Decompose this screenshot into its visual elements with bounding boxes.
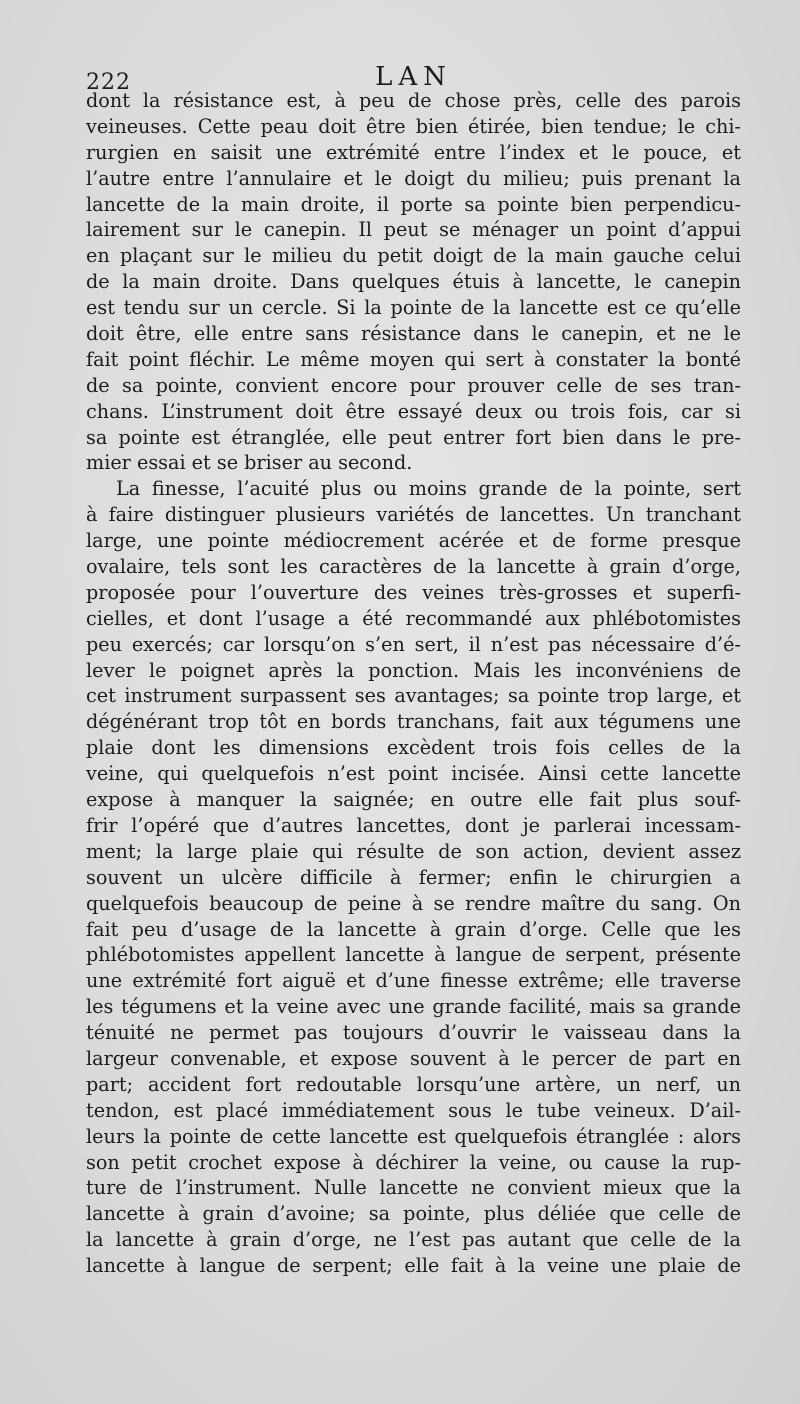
text-line: lancette de la main droite, il porte sa pointe bien perpendicu- [86, 192, 741, 216]
text-line: ture de l’instrument. Nulle lancette ne convient mieux que la [86, 1176, 741, 1200]
text-line: fait peu d’usage de la lancette à grain d’orge. Celle que les [86, 917, 741, 941]
text-line: ovalaire, tels sont les caractères de la lancette à grain d’orge, [86, 555, 741, 579]
text-line: les tégumens et la veine avec une grande facilité, mais sa grande [86, 995, 741, 1019]
text-line: lairement sur le canepin. Il peut se ménager un point d’appui [86, 218, 741, 242]
text-line: ment; la large plaie qui résulte de son action, devient assez [86, 839, 741, 863]
text-line: lancette à grain d’avoine; sa pointe, plus déliée que celle de [86, 1202, 741, 1226]
text-line: large, une pointe médiocrement acérée et de forme presque [86, 529, 741, 553]
text-line: son petit crochet expose à déchirer la veine, ou cause la rup- [86, 1150, 741, 1174]
text-line: cielles, et dont l’usage a été recommandé aux phlébotomistes [86, 606, 741, 630]
text-line: part; accident fort redoutable lorsqu’une artère, un nerf, un [86, 1072, 741, 1096]
text-line: plaie dont les dimensions excèdent trois fois celles de la [86, 736, 741, 760]
text-line: chans. L’instrument doit être essayé deux ou trois fois, car si [86, 399, 741, 423]
text-line: lancette à langue de serpent; elle fait à la veine une plaie de [86, 1254, 741, 1278]
text-line: est tendu sur un cercle. Si la pointe de la lancette est ce qu’elle [86, 296, 741, 320]
text-line: expose à manquer la saignée; en outre elle fait plus souf- [86, 788, 741, 812]
text-line: phlébotomistes appellent lancette à langue de serpent, présente [86, 943, 741, 967]
running-head: LAN [375, 62, 452, 92]
text-line: lever le poignet après la ponction. Mais les inconvéniens de [86, 658, 741, 682]
text-line: proposée pour l’ouverture des veines très-grosses et superfi- [86, 580, 741, 604]
text-line: à faire distinguer plusieurs variétés de lancettes. Un tranchant [86, 503, 741, 527]
text-line: fait point fléchir. Le même moyen qui sert à constater la bonté [86, 347, 741, 371]
text-line: cet instrument surpassent ses avantages; sa pointe trop large, et [86, 684, 741, 708]
text-line: doit être, elle entre sans résistance dans le canepin, et ne le [86, 322, 741, 346]
text-line: dont la résistance est, à peu de chose près, celle des parois [86, 89, 741, 112]
text-line: souvent un ulcère difficile à fermer; enfin le chirurgien a [86, 865, 741, 889]
text-line: dégénérant trop tôt en bords tranchans, fait aux tégumens une [86, 710, 741, 734]
text-line: de sa pointe, convient encore pour prouver celle de ses tran- [86, 373, 741, 397]
text-line: l’autre entre l’annulaire et le doigt du milieu; puis prenant la [86, 166, 741, 190]
text-line: veineuses. Cette peau doit être bien étirée, bien tendue; le chi- [86, 114, 741, 138]
text-line: une extrémité fort aiguë et d’une finesse extrême; elle traverse [86, 969, 741, 993]
page-number: 222 [86, 70, 131, 95]
text-line: veine, qui quelquefois n’est point incisée. Ainsi cette lancette [86, 762, 741, 786]
text-line: quelquefois beaucoup de peine à se rendre maître du sang. On [86, 891, 741, 915]
text-line: frir l’opéré que d’autres lancettes, dont je parlerai incessam- [86, 813, 741, 837]
text-line: tendon, est placé immédiatement sous le tube veineux. D’ail- [86, 1098, 741, 1122]
paragraph-start-line: La finesse, l’acuité plus ou moins grande de la pointe, sert [116, 477, 741, 501]
text-line: en plaçant sur le milieu du petit doigt de la main gauche celui [86, 244, 741, 268]
text-line: la lancette à grain d’orge, ne l’est pas autant que celle de la [86, 1228, 741, 1252]
text-line: leurs la pointe de cette lancette est quelquefois étranglée : alors [86, 1124, 741, 1148]
text-line: peu exercés; car lorsqu’on s’en sert, il n’est pas nécessaire d’é- [86, 632, 741, 656]
text-line: largeur convenable, et expose souvent à le percer de part en [86, 1046, 741, 1070]
body-text [86, 88, 741, 1279]
text-line: de la main droite. Dans quelques étuis à lancette, le canepin [86, 270, 741, 294]
text-line: sa pointe est étranglée, elle peut entrer fort bien dans le pre- [86, 425, 741, 449]
text-line: ténuité ne permet pas toujours d’ouvrir le vaisseau dans la [86, 1021, 741, 1045]
text-line: rurgien en saisit une extrémité entre l’index et le pouce, et [86, 140, 741, 164]
paragraph-end-line: mier essai et se briser au second. [86, 451, 413, 475]
